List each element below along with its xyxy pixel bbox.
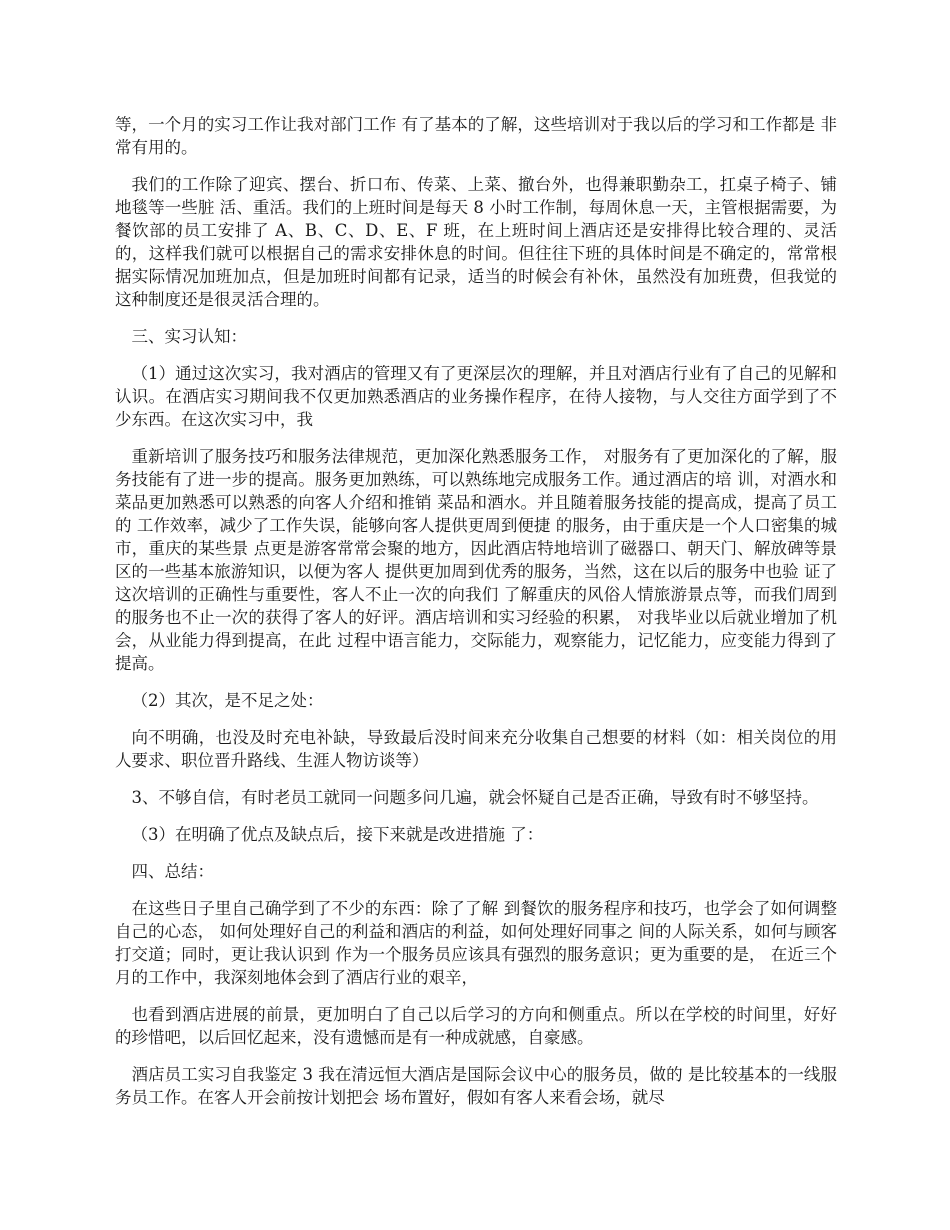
paragraph-shortcomings-heading: （2）其次，是不足之处： <box>131 691 324 710</box>
paragraph-summary-prospects: 也看到酒店进展的前景，更加明白了自己以后学习的方向和侧重点。所以在学校的时间里，好好的珍惜吧，以后回忆起来，没有遗憾而是有一种成就感，自豪感。 <box>115 1005 837 1047</box>
paragraph-training: 重新培训了服务技巧和服务法律规范，更加深化熟悉服务工作， 对服务有了更加深化的了解，服务技能有了进一步的提高。服务更加熟练，可以熟练地完成服务工作。通过酒店的培 训，对酒水和菜品更加熟悉可以熟悉的向客人介绍和推销 菜品和酒水。并且随着服务技能的提高成，提高了员工的 工作效率，减少了工作失误，能够向客人提供更周到便捷 的服务，由于重庆是一个人口密集的城市，重庆的某些景 点更是游客常常会聚的地方，因此酒店特地培训了磁器口、朝天门、解放碑等景区的一些基本旅游知识，以便为客人 提供更加周到优秀的服务，当然，这在以后的服务中也验 证了这次培训的正确性与重要性，客人不止一次的向我们 了解重庆的风俗人情旅游景点等，而我们周到的服务也不止一次的获得了客人的好评。酒店培训和实习经验的积累， 对我毕业以后就业增加了机会，从业能力得到提高，在此 过程中语言能力，交际能力，观察能力，记忆能力，应变能力得到了提高。 <box>115 447 837 673</box>
paragraph-intro: 等，一个月的实习工作让我对部门工作 有了基本的了解，这些培训对于我以后的学习和工作都是 非常有用的。 <box>115 115 837 157</box>
paragraph-cognition-1: （1）通过这次实习，我对酒店的管理又有了更深层次的理解，并且对酒店行业有了自己的见解和认识。在酒店实习期间我不仅更加熟悉酒店的业务操作程序，在待人接物，与人交往方面学到了不少东西。在这次实习中，我 <box>115 364 837 429</box>
document-page <box>115 113 837 1123</box>
paragraph-shortcoming-direction: 向不明确，也没及时充电补缺，导致最后没时间来充分收集自己想要的材料（如：相关岗位的用人要求、职位晋升路线、生涯人物访谈等） <box>115 728 837 770</box>
section-heading-internship-cognition: 三、实习认知： <box>131 327 247 346</box>
paragraph-shortcoming-confidence: 3、不够自信，有时老员工就同一问题多问几遍，就会怀疑自己是否正确，导致有时不够坚持。 <box>131 788 819 807</box>
section-heading-summary: 四、总结： <box>131 862 214 881</box>
paragraph-summary-learned: 在这些日子里自己确学到了不少的东西：除了了解 到餐饮的服务程序和技巧，也学会了如何调整自己的心态， 如何处理好自己的利益和酒店的利益，如何处理好同事之 间的人际关系，如何与顾客打交道；同时，更让我认识到 作为一个服务员应该具有强烈的服务意识；更为重要的是， 在近三个月的工作中，我深刻地体会到了酒店行业的艰辛， <box>115 899 837 987</box>
paragraph-work-duties: 我们的工作除了迎宾、摆台、折口布、传菜、上菜、撤台外，也得兼职勤杂工，扛桌子椅子、铺地毯等一些脏 活、重活。我们的上班时间是每天 8 小时工作制，每周休息一天，主管根据需要，为餐饮部的员工安排了 A、B、C、D、E、F 班，在上班时间上酒店还是安排得比较合理的、灵活的，这样我们就可以根据自己的需求安排休息的时间。但往往下班的具体时间是不确定的，常常根据实际情况加班加点，但是加班时间都有记录，适当的时候会有补休，虽然没有加班费，但我觉的这种制度还是很灵活合理的。 <box>115 175 837 309</box>
paragraph-appraisal-3: 酒店员工实习自我鉴定 3 我在清远恒大酒店是国际会议中心的服务员，做的 是比较基本的一线服务员工作。在客人开会前按计划把会 场布置好，假如有客人来看会场，就尽 <box>115 1065 837 1107</box>
paragraph-improvement: （3）在明确了优点及缺点后，接下来就是改进措施 了： <box>131 825 544 844</box>
